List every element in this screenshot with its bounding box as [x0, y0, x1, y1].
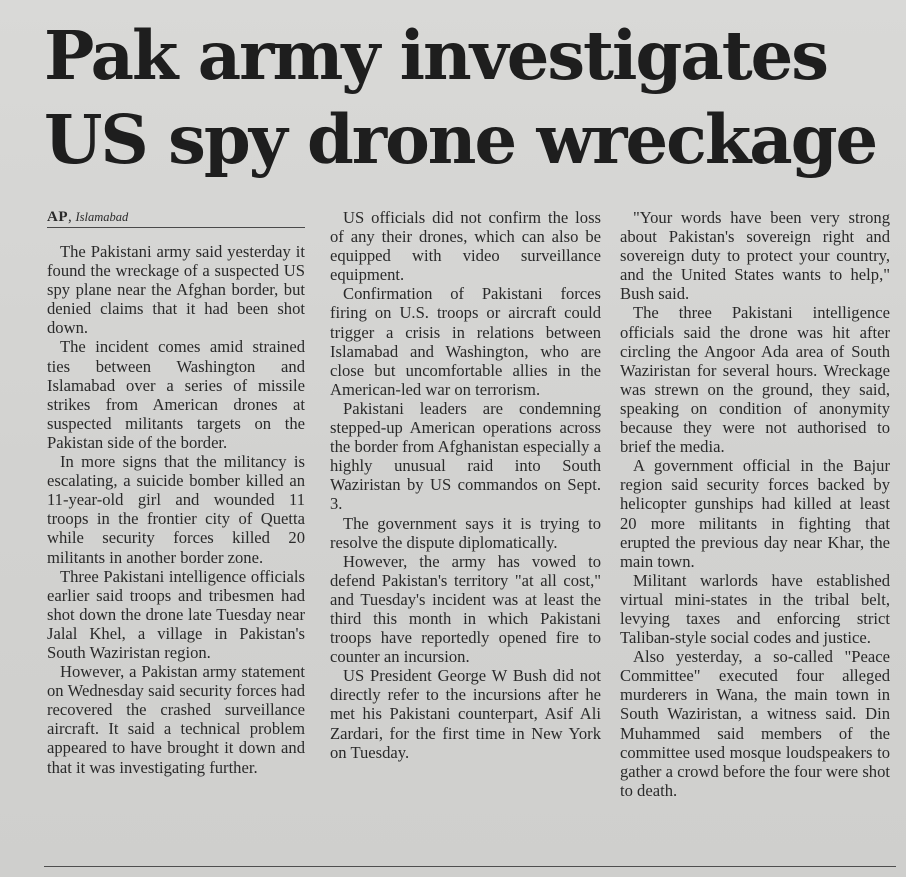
paragraph: A government official in the Bajur region said security forces backed by helicopter gunships had killed at least 20 more militants in fighting that erupted the previous day near Khar, the main town.	[620, 456, 890, 571]
byline-place: Islamabad	[75, 210, 129, 224]
paragraph: Militant warlords have established virtual mini-states in the tribal belt, levying taxes and enforcing strict Taliban-style social codes and justice.	[620, 570, 890, 648]
byline-agency: AP	[47, 209, 68, 225]
headline-line-1: Pak army investigates	[44, 16, 828, 95]
paragraph: The government says it is trying to resolve the dispute diplomatically.	[330, 513, 601, 552]
paragraph: The incident comes amid strained ties between Washington and Islamabad over a series of missile strikes from American drones at suspected militants targets on the Pakistan side of the border.	[47, 337, 305, 452]
paragraph: Confirmation of Pakistani forces firing on U.S. troops or aircraft could trigger a crisis in relations between Islamabad and Washington, who are close but uncomfortable allies in the American-led war on terrorism.	[330, 284, 601, 399]
paragraph: Three Pakistani intelligence officials earlier said troops and tribesmen had shot down the drone late Tuesday near Jalal Khel, a village in Pakistan's South Waziristan region.	[47, 566, 305, 662]
paragraph: "Your words have been very strong about Pakistan's sovereign right and sovereign duty to protect your country, and the United States wants to help," Bush said.	[620, 208, 890, 304]
column-1	[47, 208, 305, 777]
headline-line-2: US spy drone wreckage	[44, 100, 877, 179]
column-2	[330, 208, 601, 762]
paragraph: Pakistani leaders are condemning stepped-up American operations across the border from Afghanistan especially a highly unusual raid into South Waziristan by US commandos on Sept. 3.	[330, 398, 601, 514]
paragraph: The Pakistani army said yesterday it found the wreckage of a suspected US spy plane near the Afghan border, but denied claims that it had been shot down.	[47, 242, 305, 338]
headline	[44, 14, 894, 182]
byline: AP, Islamabad	[47, 208, 305, 228]
paragraph: US President George W Bush did not directly refer to the incursions after he met his Pakistani counterpart, Asif Ali Zardari, for the first time in New York on Tuesday.	[330, 666, 601, 762]
paragraph: US officials did not confirm the loss of any their drones, which can also be equipped with video surveillance equipment.	[330, 208, 601, 285]
paragraph: In more signs that the militancy is escalating, a suicide bomber killed an 11-year-old girl and wounded 11 troops in the frontier city of Quetta while security forces killed 20 militants in another border zone.	[47, 452, 305, 567]
bottom-rule	[44, 866, 896, 867]
column-3	[620, 208, 890, 800]
paragraph: However, the army has vowed to defend Pakistan's territory "at all cost," and Tuesday's incident was at least the third this month in which Pakistani troops have reportedly opened fire to counter an incursion.	[330, 551, 601, 667]
paragraph: However, a Pakistan army statement on Wednesday said security forces had recovered the crashed surveillance aircraft. It said a technical problem appeared to have brought it down and that it was investigating further.	[47, 662, 305, 777]
paragraph: The three Pakistani intelligence officials said the drone was hit after circling the Angoor Ada area of South Waziristan for several hours. Wreckage was strewn on the ground, they said, speaking on condition of anonymity because they were not authorised to brief the media.	[620, 303, 890, 457]
paragraph: Also yesterday, a so-called "Peace Committee" executed four alleged murderers in Wana, the main town in South Waziristan, a witness said. Din Muhammed said members of the committee used mosque loudspeakers to gather a crowd before the four were shot to death.	[620, 647, 890, 800]
